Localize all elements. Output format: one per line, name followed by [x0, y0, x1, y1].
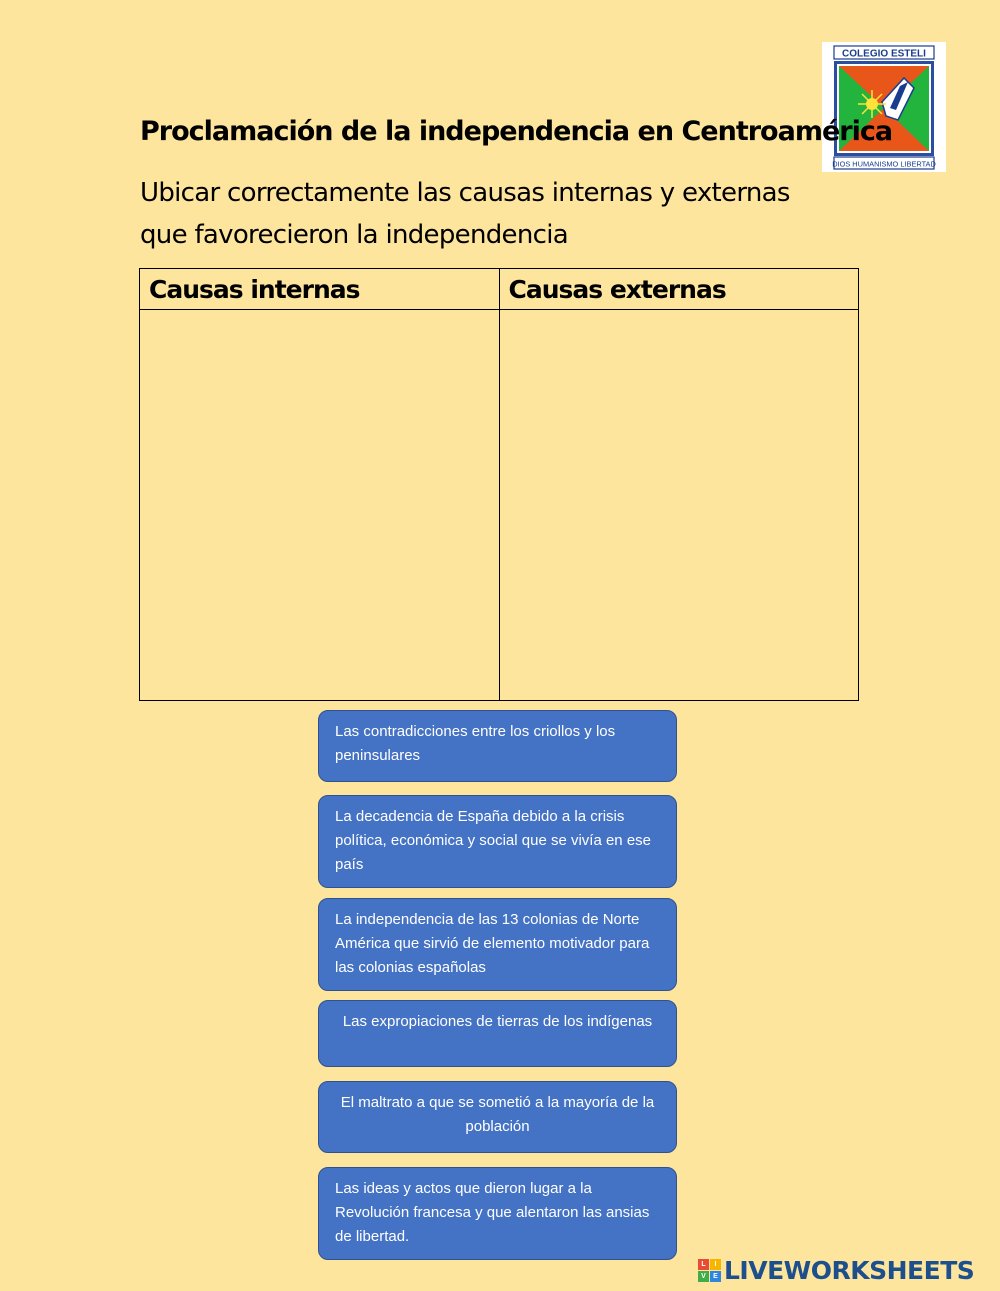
draggable-card-revolucion-francesa[interactable]: Las ideas y actos que dieron lugar a la Revolución francesa y que alentaron las ansias de libertad. — [318, 1167, 677, 1260]
draggable-card-expropiaciones[interactable]: Las expropiaciones de tierras de los indígenas — [318, 1000, 677, 1067]
school-logo — [822, 42, 946, 172]
liveworksheets-logo-icon: L I V E — [698, 1259, 721, 1282]
dropzone-causas-internas[interactable] — [140, 310, 500, 701]
liveworksheets-brand-text: LIVEWORKSHEETS — [724, 1256, 975, 1285]
header-causas-externas: Causas externas — [499, 269, 859, 310]
logo-top-text: COLEGIO ESTELI — [842, 48, 926, 60]
draggable-card-maltrato[interactable]: El maltrato a que se sometió a la mayoría de la población — [318, 1081, 677, 1153]
page-title: Proclamación de la independencia en Centroamérica — [140, 116, 893, 147]
draggable-card-criollos[interactable]: Las contradicciones entre los criollos y los peninsulares — [318, 710, 677, 782]
draggable-card-13-colonias[interactable]: La independencia de las 13 colonias de Norte América que sirvió de elemento motivador para las colonias españolas — [318, 898, 677, 991]
draggable-card-decadencia-espana[interactable]: La decadencia de España debido a la crisis política, económica y social que se vivía en ese país — [318, 795, 677, 888]
causes-table — [139, 268, 859, 701]
logo-bottom-text: DIOS HUMANISMO LIBERTAD — [832, 159, 936, 169]
liveworksheets-watermark — [698, 1256, 974, 1285]
instructions: Ubicar correctamente las causas internas y externas que favorecieron la independencia — [140, 178, 790, 250]
dropzone-causas-externas[interactable] — [499, 310, 859, 701]
header-causas-internas: Causas internas — [140, 269, 500, 310]
